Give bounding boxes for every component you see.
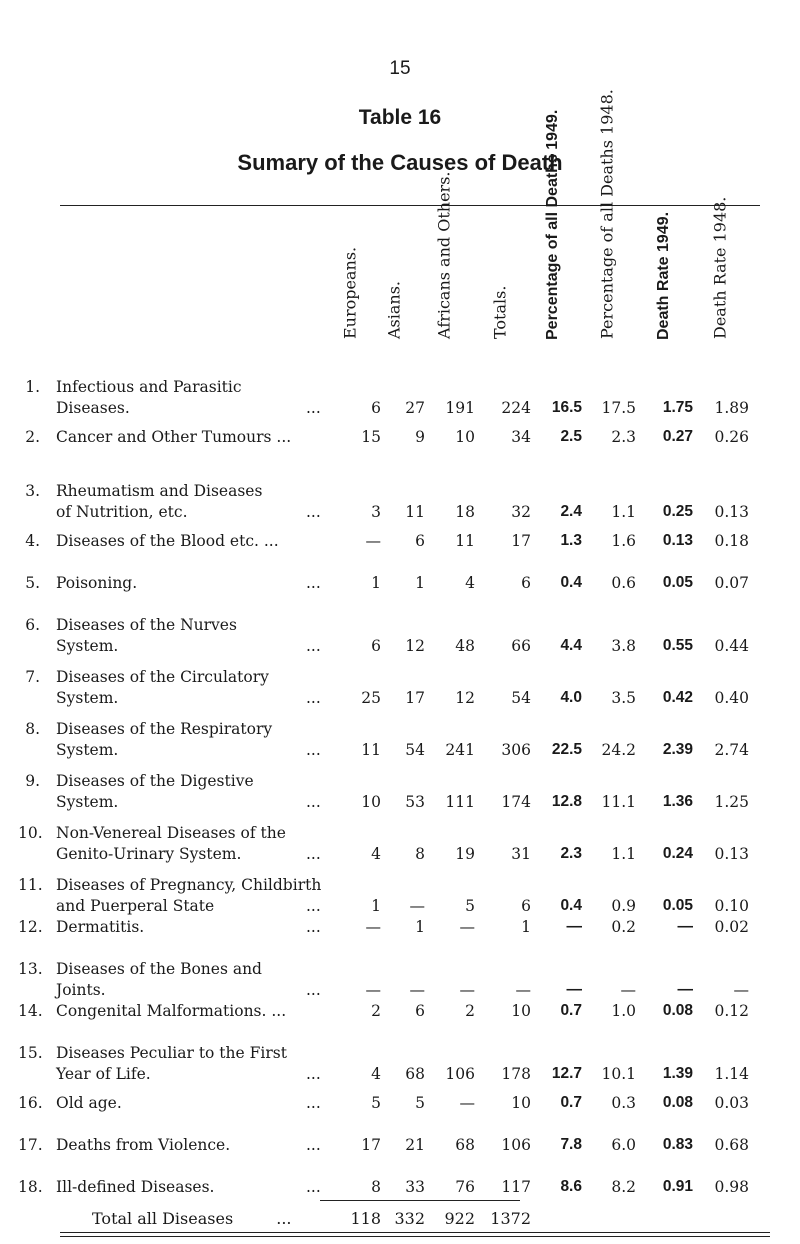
table-cell: 0.27 [662, 428, 693, 445]
row-label: Genito-Urinary System. [56, 845, 242, 863]
table-cell: 12.8 [551, 793, 582, 810]
table-cell: 53 [405, 793, 425, 811]
table-cell: 54 [511, 689, 531, 707]
row-label-line1: Diseases of the Circulatory [56, 668, 269, 686]
table-row [0, 918, 800, 964]
table-cell: — [365, 532, 381, 550]
total-cell: 118 [350, 1209, 381, 1228]
row-number: 8. [25, 720, 40, 738]
table-row [0, 378, 800, 424]
row-number: 6. [25, 616, 40, 634]
row-label-line1: Diseases of Pregnancy, Childbirth [56, 876, 322, 894]
table-cell: — [677, 918, 693, 935]
table-cell: 1.1 [611, 503, 636, 521]
table-cell: 68 [455, 1136, 475, 1154]
table-cell: 1.75 [662, 399, 693, 416]
row-number: 16. [18, 1094, 43, 1112]
table-cell: 0.18 [714, 532, 749, 550]
table-cell: 0.6 [611, 574, 636, 592]
table-cell: 117 [501, 1178, 531, 1196]
table-cell: 191 [445, 399, 475, 417]
table-cell: 5 [415, 1094, 425, 1112]
table-cell: 6 [371, 399, 381, 417]
table-cell: 0.83 [662, 1136, 693, 1153]
table-cell: 0.42 [662, 689, 693, 706]
column-header-label: Asians. [384, 280, 404, 339]
table-cell: 1 [415, 574, 425, 592]
table-cell: 0.91 [662, 1178, 693, 1195]
subtotal-rule [320, 1200, 520, 1201]
table-row [0, 772, 800, 818]
row-label: Joints. [56, 981, 106, 999]
row-number: 9. [25, 772, 40, 790]
row-number: 3. [25, 482, 40, 500]
table-cell: — [365, 981, 381, 999]
row-label: Poisoning. [56, 574, 138, 592]
table-cell: 0.55 [662, 637, 693, 654]
table-cell: — [677, 981, 693, 998]
column-header [379, 210, 409, 358]
table-cell: 306 [501, 741, 531, 759]
leader-dots: ... [306, 1136, 321, 1154]
column-header-label: Percentage of all Deaths 1948. [597, 89, 617, 339]
table-cell: 1.14 [714, 1065, 749, 1083]
table-cell: — [459, 981, 475, 999]
table-cell: 0.13 [714, 503, 749, 521]
table-cell: 8 [371, 1178, 381, 1196]
column-header [538, 109, 568, 358]
page-number: 15 [389, 58, 411, 79]
leader-dots: ... [306, 793, 321, 811]
table-cell: 48 [455, 637, 475, 655]
table-cell: 12 [455, 689, 475, 707]
table-cell: 2 [465, 1002, 475, 1020]
table-cell: — [459, 1094, 475, 1112]
row-label-line1: Diseases of the Bones and [56, 960, 262, 978]
table-cell: — [733, 981, 749, 999]
column-header [429, 171, 459, 358]
total-cell: 1372 [490, 1209, 531, 1228]
column-header [592, 89, 622, 358]
table-cell: 0.25 [662, 503, 693, 520]
table-cell: 17 [405, 689, 425, 707]
table-cell: 11.1 [601, 793, 636, 811]
table-cell: 1.36 [662, 793, 693, 810]
table-cell: 8.2 [611, 1178, 636, 1196]
table-cell: 8.6 [560, 1178, 582, 1195]
leader-dots: ... [306, 845, 321, 863]
table-cell: 19 [455, 845, 475, 863]
table-cell: — [409, 897, 425, 915]
table-cell: 4 [371, 845, 381, 863]
table-row [0, 532, 800, 578]
table-cell: 22.5 [551, 741, 582, 758]
row-number: 1. [25, 378, 40, 396]
table-cell: 178 [501, 1065, 531, 1083]
column-header-label: Death Rate 1949. [655, 211, 672, 340]
table-cell: 1.3 [560, 532, 582, 549]
table-cell: 10 [511, 1094, 531, 1112]
leader-dots: ... [306, 637, 321, 655]
table-cell: 17 [511, 532, 531, 550]
table-cell: 11 [455, 532, 475, 550]
table-title: Table 16 [358, 106, 442, 129]
table-cell: 11 [405, 503, 425, 521]
total-label [92, 1209, 292, 1228]
row-label: Old age. [56, 1094, 122, 1112]
row-number: 7. [25, 668, 40, 686]
table-cell: — [566, 918, 582, 935]
table-cell: 0.44 [714, 637, 749, 655]
top-rule [60, 205, 760, 206]
row-label: and Puerperal State [56, 897, 215, 915]
total-cell: 332 [394, 1209, 425, 1228]
table-cell: 21 [405, 1136, 425, 1154]
table-cell: 224 [501, 399, 531, 417]
table-cell: 24.2 [601, 741, 636, 759]
table-cell: 0.02 [714, 918, 749, 936]
table-cell: 0.40 [714, 689, 749, 707]
table-cell: 0.05 [662, 574, 693, 591]
table-row [0, 616, 800, 662]
column-header-label: Totals. [490, 285, 510, 339]
row-number: 10. [18, 824, 43, 842]
row-label-line1: Infectious and Parasitic [56, 378, 242, 396]
column-header [705, 196, 735, 358]
table-cell: 0.13 [714, 845, 749, 863]
table-cell: 0.08 [662, 1094, 693, 1111]
column-header-label: Europeans. [340, 246, 360, 339]
table-cell: 0.68 [714, 1136, 749, 1154]
table-cell: 2.74 [714, 741, 749, 759]
row-label-line1: Diseases Peculiar to the First [56, 1044, 287, 1062]
total-rule-lower [60, 1236, 770, 1237]
table-cell: 1 [415, 918, 425, 936]
table-cell: 18 [455, 503, 475, 521]
table-cell: 17.5 [601, 399, 636, 417]
table-cell: 6 [521, 574, 531, 592]
total-dots: ... [276, 1209, 292, 1228]
table-cell: 3.8 [611, 637, 636, 655]
table-cell: 16.5 [551, 399, 582, 416]
table-cell: 34 [511, 428, 531, 446]
table-cell: 2.5 [560, 428, 582, 445]
table-cell: 33 [405, 1178, 425, 1196]
table-row [0, 574, 800, 620]
table-cell: 12 [405, 637, 425, 655]
table-cell: 0.13 [662, 532, 693, 549]
table-row [0, 876, 800, 922]
table-cell: 1.89 [714, 399, 749, 417]
leader-dots: ... [306, 1178, 321, 1196]
table-row [0, 960, 800, 1006]
table-cell: 2.3 [611, 428, 636, 446]
table-cell: 0.07 [714, 574, 749, 592]
table-cell: 111 [445, 793, 475, 811]
total-cell: 922 [444, 1209, 475, 1228]
table-cell: 1.25 [714, 793, 749, 811]
row-number: 17. [18, 1136, 43, 1154]
table-row [0, 1002, 800, 1048]
row-number: 14. [18, 1002, 43, 1020]
row-label-line1: Rheumatism and Diseases [56, 482, 263, 500]
table-cell: 0.12 [714, 1002, 749, 1020]
table-cell: 4 [465, 574, 475, 592]
row-number: 2. [25, 428, 40, 446]
table-cell: 5 [371, 1094, 381, 1112]
table-cell: 10 [361, 793, 381, 811]
row-label: System. [56, 741, 119, 759]
table-cell: 0.10 [714, 897, 749, 915]
table-cell: — [409, 981, 425, 999]
row-label: Diseases. [56, 399, 130, 417]
row-label: Deaths from Violence. [56, 1136, 231, 1154]
row-number: 18. [18, 1178, 43, 1196]
table-cell: 1.39 [662, 1065, 693, 1082]
table-row [0, 824, 800, 870]
table-cell: 15 [361, 428, 381, 446]
table-cell: 0.4 [560, 574, 582, 591]
total-rule [60, 1232, 770, 1233]
table-cell: — [566, 981, 582, 998]
table-cell: 106 [445, 1065, 475, 1083]
row-label: Diseases of the Blood etc. ... [56, 532, 279, 550]
table-cell: 11 [361, 741, 381, 759]
table-cell: 241 [445, 741, 475, 759]
table-cell: 3 [371, 503, 381, 521]
row-label: Cancer and Other Tumours ... [56, 428, 292, 446]
leader-dots: ... [306, 1094, 321, 1112]
row-label: System. [56, 637, 119, 655]
table-cell: 1 [371, 897, 381, 915]
row-label-line1: Diseases of the Nurves [56, 616, 237, 634]
row-label-line1: Diseases of the Digestive [56, 772, 254, 790]
table-cell: 10.1 [601, 1065, 636, 1083]
row-label: Ill-defined Diseases. [56, 1178, 215, 1196]
leader-dots: ... [306, 503, 321, 521]
table-row [0, 1136, 800, 1182]
table-cell: 0.08 [662, 1002, 693, 1019]
table-cell: 0.98 [714, 1178, 749, 1196]
table-row [0, 720, 800, 766]
row-label: Year of Life. [56, 1065, 151, 1083]
table-cell: 1.1 [611, 845, 636, 863]
row-number: 4. [25, 532, 40, 550]
row-number: 12. [18, 918, 43, 936]
table-row [0, 428, 800, 474]
table-cell: 54 [405, 741, 425, 759]
table-cell: 6 [371, 637, 381, 655]
table-cell: 2 [371, 1002, 381, 1020]
table-cell: 12.7 [551, 1065, 582, 1082]
row-label: Congenital Malformations. ... [56, 1002, 287, 1020]
table-cell: 0.4 [560, 897, 582, 914]
table-cell: 0.24 [662, 845, 693, 862]
row-label: of Nutrition, etc. [56, 503, 188, 521]
leader-dots: ... [306, 918, 321, 936]
table-row [0, 482, 800, 528]
row-label-line1: Non-Venereal Diseases of the [56, 824, 286, 842]
table-cell: 32 [511, 503, 531, 521]
table-cell: 2.4 [560, 503, 582, 520]
leader-dots: ... [306, 897, 321, 915]
table-cell: 1.6 [611, 532, 636, 550]
table-cell: 8 [415, 845, 425, 863]
table-cell: 2.3 [560, 845, 582, 862]
table-row [0, 1094, 800, 1140]
row-label: System. [56, 689, 119, 707]
leader-dots: ... [306, 1065, 321, 1083]
table-row [0, 1044, 800, 1090]
column-header-label: Death Rate 1948. [710, 196, 730, 339]
table-cell: 1.0 [611, 1002, 636, 1020]
table-cell: 2.39 [662, 741, 693, 758]
total-label-text: Total all Diseases [92, 1209, 234, 1228]
table-cell: 0.26 [714, 428, 749, 446]
leader-dots: ... [306, 741, 321, 759]
table-row [0, 668, 800, 714]
table-cell: 6 [521, 897, 531, 915]
table-cell: 6.0 [611, 1136, 636, 1154]
table-cell: — [620, 981, 636, 999]
table-cell: 1 [371, 574, 381, 592]
table-cell: 10 [511, 1002, 531, 1020]
table-cell: 4.0 [560, 689, 582, 706]
table-cell: 17 [361, 1136, 381, 1154]
row-number: 13. [18, 960, 43, 978]
table-cell: 0.7 [560, 1094, 582, 1111]
table-cell: 3.5 [611, 689, 636, 707]
table-cell: 66 [511, 637, 531, 655]
table-cell: 25 [361, 689, 381, 707]
table-cell: 4 [371, 1065, 381, 1083]
leader-dots: ... [306, 981, 321, 999]
row-label: Dermatitis. [56, 918, 145, 936]
column-header [649, 210, 679, 358]
table-cell: 6 [415, 532, 425, 550]
table-cell: 0.03 [714, 1094, 749, 1112]
table-cell: 0.9 [611, 897, 636, 915]
table-subtitle: Sumary of the Causes of Death [237, 150, 563, 175]
table-cell: 5 [465, 897, 475, 915]
table-cell: 1 [521, 918, 531, 936]
column-header-label: Percentage of all Deaths 1949. [544, 109, 561, 340]
table-cell: 27 [405, 399, 425, 417]
leader-dots: ... [306, 689, 321, 707]
table-cell: 0.7 [560, 1002, 582, 1019]
row-label: System. [56, 793, 119, 811]
leader-dots: ... [306, 574, 321, 592]
table-cell: 68 [405, 1065, 425, 1083]
table-cell: 76 [455, 1178, 475, 1196]
table-cell: 4.4 [560, 637, 582, 654]
table-cell: 7.8 [560, 1136, 582, 1153]
table-cell: 31 [511, 845, 531, 863]
table-cell: 6 [415, 1002, 425, 1020]
table-cell: — [365, 918, 381, 936]
table-cell: — [515, 981, 531, 999]
table-cell: 10 [455, 428, 475, 446]
table-cell: 106 [501, 1136, 531, 1154]
row-label-line1: Diseases of the Respiratory [56, 720, 273, 738]
table-cell: 0.2 [611, 918, 636, 936]
table-cell: 0.05 [662, 897, 693, 914]
row-number: 5. [25, 574, 40, 592]
row-number: 11. [18, 876, 43, 894]
row-number: 15. [18, 1044, 43, 1062]
column-header-label: Africans and Others. [434, 171, 454, 339]
table-cell: 9 [415, 428, 425, 446]
column-header [335, 210, 365, 358]
column-header [485, 210, 515, 358]
table-cell: — [459, 918, 475, 936]
leader-dots: ... [306, 399, 321, 417]
table-cell: 0.3 [611, 1094, 636, 1112]
table-cell: 174 [501, 793, 531, 811]
